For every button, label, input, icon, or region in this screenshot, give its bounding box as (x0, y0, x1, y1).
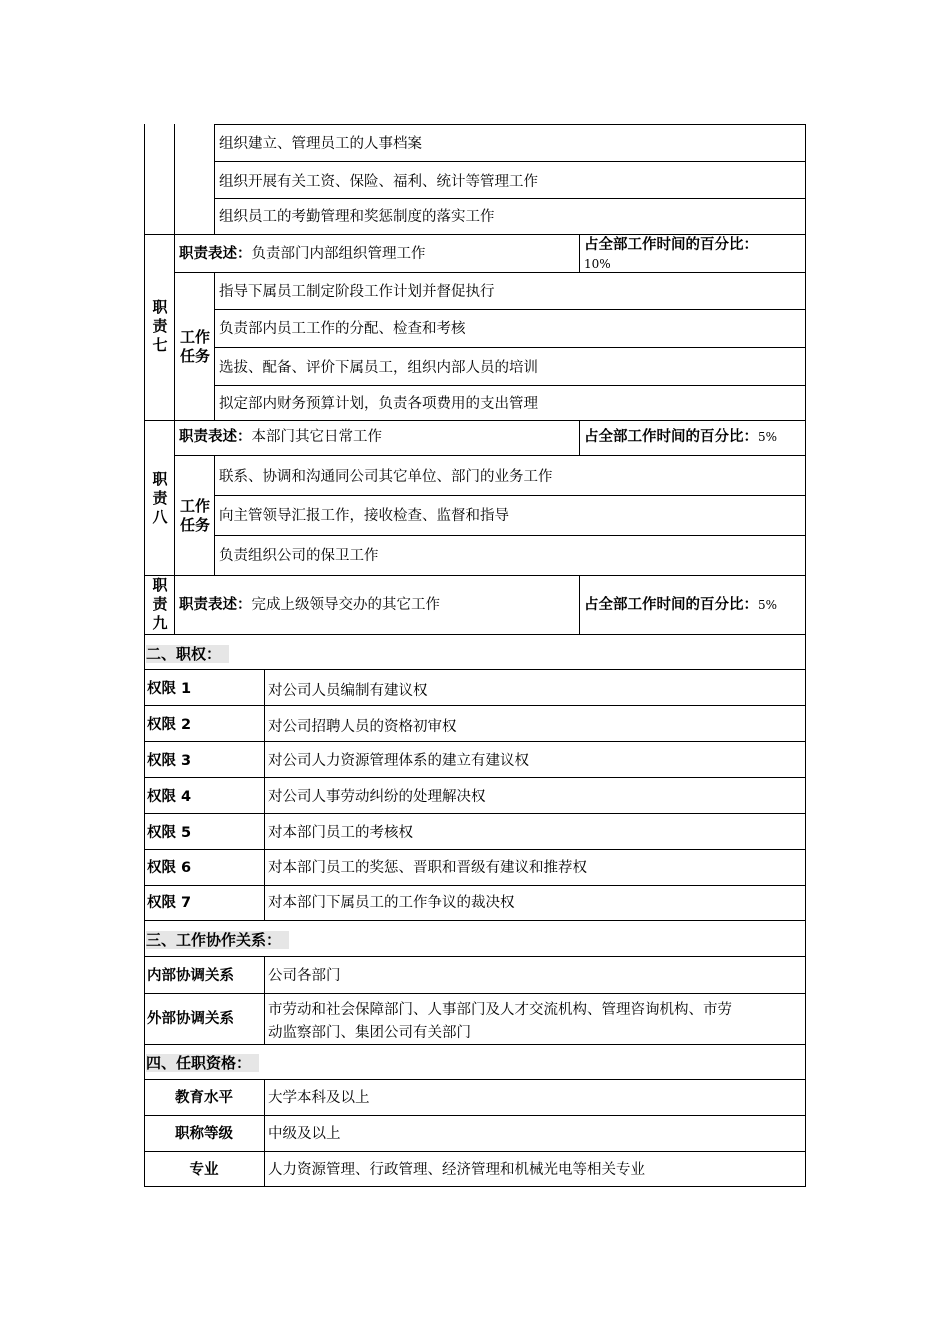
coop-text: 市劳动和社会保障部门、人事部门及人才交流机构、管理咨询机构、市劳 (268, 1002, 732, 1018)
task-label: 工作任务 (179, 328, 210, 365)
coop-text: 公司各部门 (268, 968, 341, 984)
duty-desc: 职责表述：负责部门内部组织管理工作 (179, 246, 426, 262)
qual-text: 人力资源管理、行政管理、经济管理和机械光电等相关专业 (268, 1162, 645, 1178)
authority-name: 权限 7 (147, 895, 192, 911)
qual-text: 大学本科及以上 (268, 1090, 370, 1106)
authority-name: 权限 2 (147, 717, 192, 733)
task-text: 组织员工的考勤管理和奖惩制度的落实工作 (219, 209, 495, 225)
section-heading: 三、工作协作关系： (146, 931, 289, 949)
task-text: 负责部内员工工作的分配、检查和考核 (219, 321, 466, 337)
authority-text: 对本部门员工的奖惩、晋职和晋级有建议和推荐权 (268, 860, 587, 876)
task-text: 组织建立、管理员工的人事档案 (219, 136, 422, 152)
task-text: 组织开展有关工资、保险、福利、统计等管理工作 (219, 174, 538, 190)
duty-pct: 占全部工作时间的百分比：5% (584, 429, 778, 445)
duty-pct-label: 占全部工作时间的百分比： (584, 237, 758, 253)
table-border (174, 124, 175, 234)
qual-text: 中级及以上 (268, 1126, 341, 1142)
authority-text: 对公司人力资源管理体系的建立有建议权 (268, 753, 529, 769)
duty-pct: 占全部工作时间的百分比：5% (584, 597, 778, 613)
duty-desc: 职责表述：本部门其它日常工作 (179, 429, 382, 445)
qual-text-cell (264, 1115, 806, 1151)
authority-name: 权限 3 (147, 753, 192, 769)
authority-text: 对公司招聘人员的资格初审权 (268, 719, 457, 735)
duty-label: 职责七 (152, 298, 168, 354)
duty-desc: 职责表述：完成上级领导交办的其它工作 (179, 597, 440, 613)
qual-label: 教育水平 (175, 1090, 233, 1106)
task-text: 向主管领导汇报工作，接收检查、监督和指导 (219, 508, 509, 524)
section-heading: 四、任职资格： (146, 1054, 259, 1072)
authority-name: 权限 1 (147, 681, 192, 697)
task-label: 工作任务 (179, 497, 210, 534)
authority-text: 对公司人员编制有建议权 (268, 683, 428, 699)
task-text: 指导下属员工制定阶段工作计划并督促执行 (219, 284, 495, 300)
coop-text: 动监察部门、集团公司有关部门 (268, 1025, 471, 1041)
task-text: 拟定部内财务预算计划，负责各项费用的支出管理 (219, 396, 538, 412)
duty-label: 职责九 (152, 576, 168, 632)
qual-label: 专业 (189, 1162, 219, 1178)
section-heading: 二、职权： (146, 645, 229, 663)
authority-name: 权限 5 (147, 825, 192, 841)
coop-label: 内部协调关系 (147, 968, 234, 984)
qual-label: 职称等级 (175, 1126, 233, 1142)
duty-pct-value: 10% (584, 257, 611, 271)
table-border (144, 124, 145, 234)
section-heading-row (144, 634, 806, 669)
task-text: 选拔、配备、评价下属员工，组织内部人员的培训 (219, 360, 538, 376)
coop-label: 外部协调关系 (147, 1011, 234, 1027)
task-text: 联系、协调和沟通同公司其它单位、部门的业务工作 (219, 469, 553, 485)
authority-name: 权限 6 (147, 860, 192, 876)
duty-label: 职责八 (152, 470, 168, 526)
authority-text: 对本部门员工的考核权 (268, 825, 413, 841)
task-text: 负责组织公司的保卫工作 (219, 548, 379, 564)
coop-text-cell (264, 956, 806, 993)
authority-text: 对公司人事劳动纠纷的处理解决权 (268, 789, 486, 805)
authority-text: 对本部门下属员工的工作争议的裁决权 (268, 895, 515, 911)
authority-name: 权限 4 (147, 789, 192, 805)
